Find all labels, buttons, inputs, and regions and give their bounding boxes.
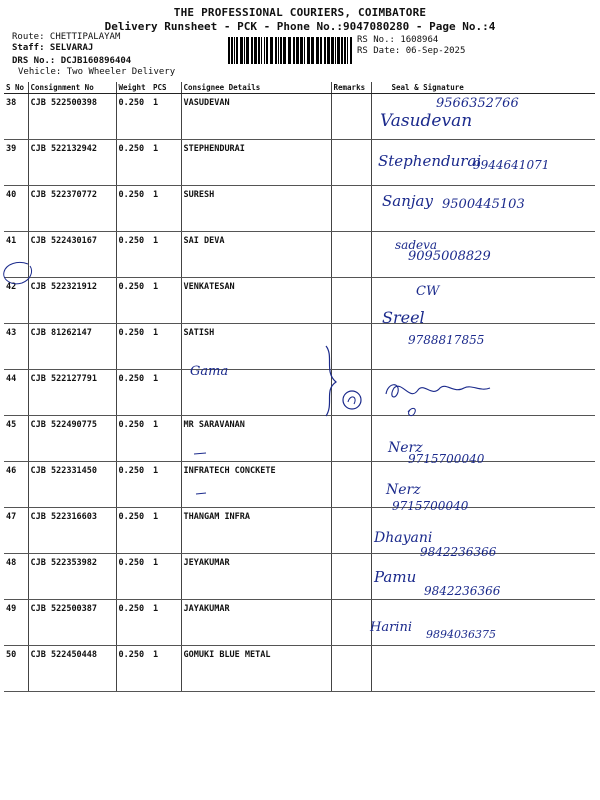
cell-weight: 0.250 bbox=[116, 370, 151, 416]
cell-consignment: CJB 522500398 bbox=[28, 94, 116, 140]
cell-weight: 0.250 bbox=[116, 600, 151, 646]
handwritten-signature: Stephendurai bbox=[378, 152, 482, 170]
handwritten-signature: Vasudevan bbox=[380, 111, 473, 131]
cell-sno: 45 bbox=[4, 416, 28, 462]
cell-consignee: SURESH bbox=[181, 186, 331, 232]
table-row bbox=[4, 600, 595, 646]
cell-remarks bbox=[331, 600, 371, 646]
cell-pcs: 1 bbox=[151, 600, 181, 646]
handwritten-signature: Nerz bbox=[388, 440, 423, 456]
cell-weight: 0.250 bbox=[116, 324, 151, 370]
handwritten-phone: 9842236366 bbox=[424, 584, 501, 598]
cell-sno: 49 bbox=[4, 600, 28, 646]
table-row bbox=[4, 232, 595, 278]
cell-consignment: CJB 522127791 bbox=[28, 370, 116, 416]
cell-weight: 0.250 bbox=[116, 186, 151, 232]
cell-pcs: 1 bbox=[151, 554, 181, 600]
cell-consignee: VASUDEVAN bbox=[181, 94, 331, 140]
cell-consignee: SATISH bbox=[181, 324, 331, 370]
cell-sno: 47 bbox=[4, 508, 28, 554]
table-row bbox=[4, 324, 595, 370]
cell-pcs: 1 bbox=[151, 94, 181, 140]
cell-pcs: 1 bbox=[151, 324, 181, 370]
cell-consignment: CJB 522353982 bbox=[28, 554, 116, 600]
table-row bbox=[4, 462, 595, 508]
col-remarks: Remarks bbox=[331, 82, 371, 94]
col-weight: Weight bbox=[116, 82, 151, 94]
cell-pcs: 1 bbox=[151, 232, 181, 278]
handwritten-phone: 9944641071 bbox=[473, 158, 550, 172]
cell-consignee: THANGAM INFRA bbox=[181, 508, 331, 554]
handwritten-phone: 9500445103 bbox=[442, 197, 525, 212]
handwritten-signature: Harini bbox=[370, 620, 412, 635]
table-row bbox=[4, 508, 595, 554]
table-row bbox=[4, 416, 595, 462]
cell-sno: 44 bbox=[4, 370, 28, 416]
cell-weight: 0.250 bbox=[116, 94, 151, 140]
cell-consignment: CJB 522450448 bbox=[28, 646, 116, 692]
handwritten-signature: Sreel bbox=[382, 308, 425, 327]
cell-sno: 50 bbox=[4, 646, 28, 692]
cell-remarks bbox=[331, 186, 371, 232]
cell-consignment: CJB 522500387 bbox=[28, 600, 116, 646]
cell-weight: 0.250 bbox=[116, 278, 151, 324]
cell-consignment: CJB 522316603 bbox=[28, 508, 116, 554]
table-header-row bbox=[4, 82, 595, 94]
cell-weight: 0.250 bbox=[116, 416, 151, 462]
cell-weight: 0.250 bbox=[116, 140, 151, 186]
cell-weight: 0.250 bbox=[116, 554, 151, 600]
cell-remarks bbox=[331, 94, 371, 140]
cell-consignment: CJB 522430167 bbox=[28, 232, 116, 278]
handwritten-phone: 9894036375 bbox=[426, 628, 496, 641]
dash-mark-icon bbox=[190, 442, 220, 502]
cell-sno: 43 bbox=[4, 324, 28, 370]
cell-pcs: 1 bbox=[151, 140, 181, 186]
staff-label: Staff: SELVARAJ bbox=[12, 43, 94, 53]
cell-consignee: MR SARAVANAN bbox=[181, 416, 331, 462]
handwritten-phone: 9715700040 bbox=[408, 452, 485, 466]
bracket-mark-icon bbox=[314, 342, 374, 422]
col-consignment: Consignment No bbox=[28, 82, 116, 94]
cell-pcs: 1 bbox=[151, 416, 181, 462]
cell-sno: 39 bbox=[4, 140, 28, 186]
handwritten-signature: Sanjay bbox=[382, 192, 433, 210]
handwritten-phone: 9715700040 bbox=[392, 499, 469, 513]
cell-consignment: CJB 522321912 bbox=[28, 278, 116, 324]
cell-pcs: 1 bbox=[151, 508, 181, 554]
cell-signature bbox=[371, 646, 595, 692]
document-title: THE PROFESSIONAL COURIERS, COIMBATORE bbox=[173, 6, 427, 19]
table-row bbox=[4, 646, 595, 692]
scribble-signature-icon bbox=[380, 372, 500, 420]
cell-remarks bbox=[331, 232, 371, 278]
cell-sno: 38 bbox=[4, 94, 28, 140]
cell-consignee: SAI DEVA bbox=[181, 232, 331, 278]
cell-remarks bbox=[331, 646, 371, 692]
drs-number: DRS No.: DCJB160896404 bbox=[12, 56, 132, 66]
cell-consignee: VENKATESAN bbox=[181, 278, 331, 324]
cell-sno: 41 bbox=[4, 232, 28, 278]
cell-consignee: GOMUKI BLUE METAL bbox=[181, 646, 331, 692]
cell-pcs: 1 bbox=[151, 278, 181, 324]
handwritten-phone: 9566352766 bbox=[436, 96, 519, 111]
handwritten-signature: Dhayani bbox=[374, 530, 433, 546]
vehicle-label: Vehicle: Two Wheeler Delivery bbox=[18, 67, 176, 77]
cell-remarks bbox=[331, 554, 371, 600]
cell-pcs: 1 bbox=[151, 646, 181, 692]
col-pcs: PCS bbox=[151, 82, 181, 94]
cell-consignee: JAYAKUMAR bbox=[181, 600, 331, 646]
cell-sno: 40 bbox=[4, 186, 28, 232]
cell-pcs: 1 bbox=[151, 186, 181, 232]
handwritten-phone: 9788817855 bbox=[408, 333, 485, 347]
cell-consignment: CJB 522331450 bbox=[28, 462, 116, 508]
cell-weight: 0.250 bbox=[116, 232, 151, 278]
cell-consignment: CJB 522370772 bbox=[28, 186, 116, 232]
cell-consignment: CJB 81262147 bbox=[28, 324, 116, 370]
route-label: Route: CHETTIPALAYAM bbox=[12, 32, 121, 42]
handwritten-signature: sadeva bbox=[395, 238, 438, 252]
handwritten-phone: 9095008829 bbox=[408, 249, 491, 264]
cell-consignee: JEYAKUMAR bbox=[181, 554, 331, 600]
handwritten-phone: 9842236366 bbox=[420, 545, 497, 559]
col-consignee: Consignee Details bbox=[181, 82, 331, 94]
cell-sno: 46 bbox=[4, 462, 28, 508]
cell-consignee: STEPHENDURAI bbox=[181, 140, 331, 186]
cell-consignment: CJB 522490775 bbox=[28, 416, 116, 462]
col-signature: Seal & Signature bbox=[371, 82, 595, 94]
table-row bbox=[4, 554, 595, 600]
cell-pcs: 1 bbox=[151, 462, 181, 508]
cell-weight: 0.250 bbox=[116, 646, 151, 692]
handwritten-consignee-name: Gama bbox=[190, 364, 229, 379]
cell-remarks bbox=[331, 462, 371, 508]
cell-consignee: INFRATECH CONCKETE bbox=[181, 462, 331, 508]
col-sno: S No bbox=[4, 82, 28, 94]
runsheet-table bbox=[4, 82, 595, 692]
rs-number: RS No.: 1608964 bbox=[357, 35, 439, 45]
table-row bbox=[4, 370, 595, 416]
cell-sno: 48 bbox=[4, 554, 28, 600]
table-row bbox=[4, 278, 595, 324]
cell-remarks bbox=[331, 278, 371, 324]
cell-sno: 42 bbox=[4, 278, 28, 324]
cell-remarks bbox=[331, 140, 371, 186]
barcode bbox=[228, 37, 353, 64]
cell-remarks bbox=[331, 508, 371, 554]
cell-consignment: CJB 522132942 bbox=[28, 140, 116, 186]
handwritten-note: CW bbox=[416, 284, 440, 299]
handwritten-signature: Nerz bbox=[386, 482, 421, 498]
cell-pcs: 1 bbox=[151, 370, 181, 416]
document-subtitle: Delivery Runsheet - PCK - Phone No.:9047080280 - Page No.:4 bbox=[104, 20, 496, 33]
rs-date: RS Date: 06-Sep-2025 bbox=[357, 46, 466, 56]
cell-weight: 0.250 bbox=[116, 462, 151, 508]
circle-mark-icon bbox=[0, 258, 40, 288]
handwritten-signature: Pamu bbox=[374, 568, 417, 586]
cell-weight: 0.250 bbox=[116, 508, 151, 554]
cell-remarks bbox=[331, 416, 371, 462]
